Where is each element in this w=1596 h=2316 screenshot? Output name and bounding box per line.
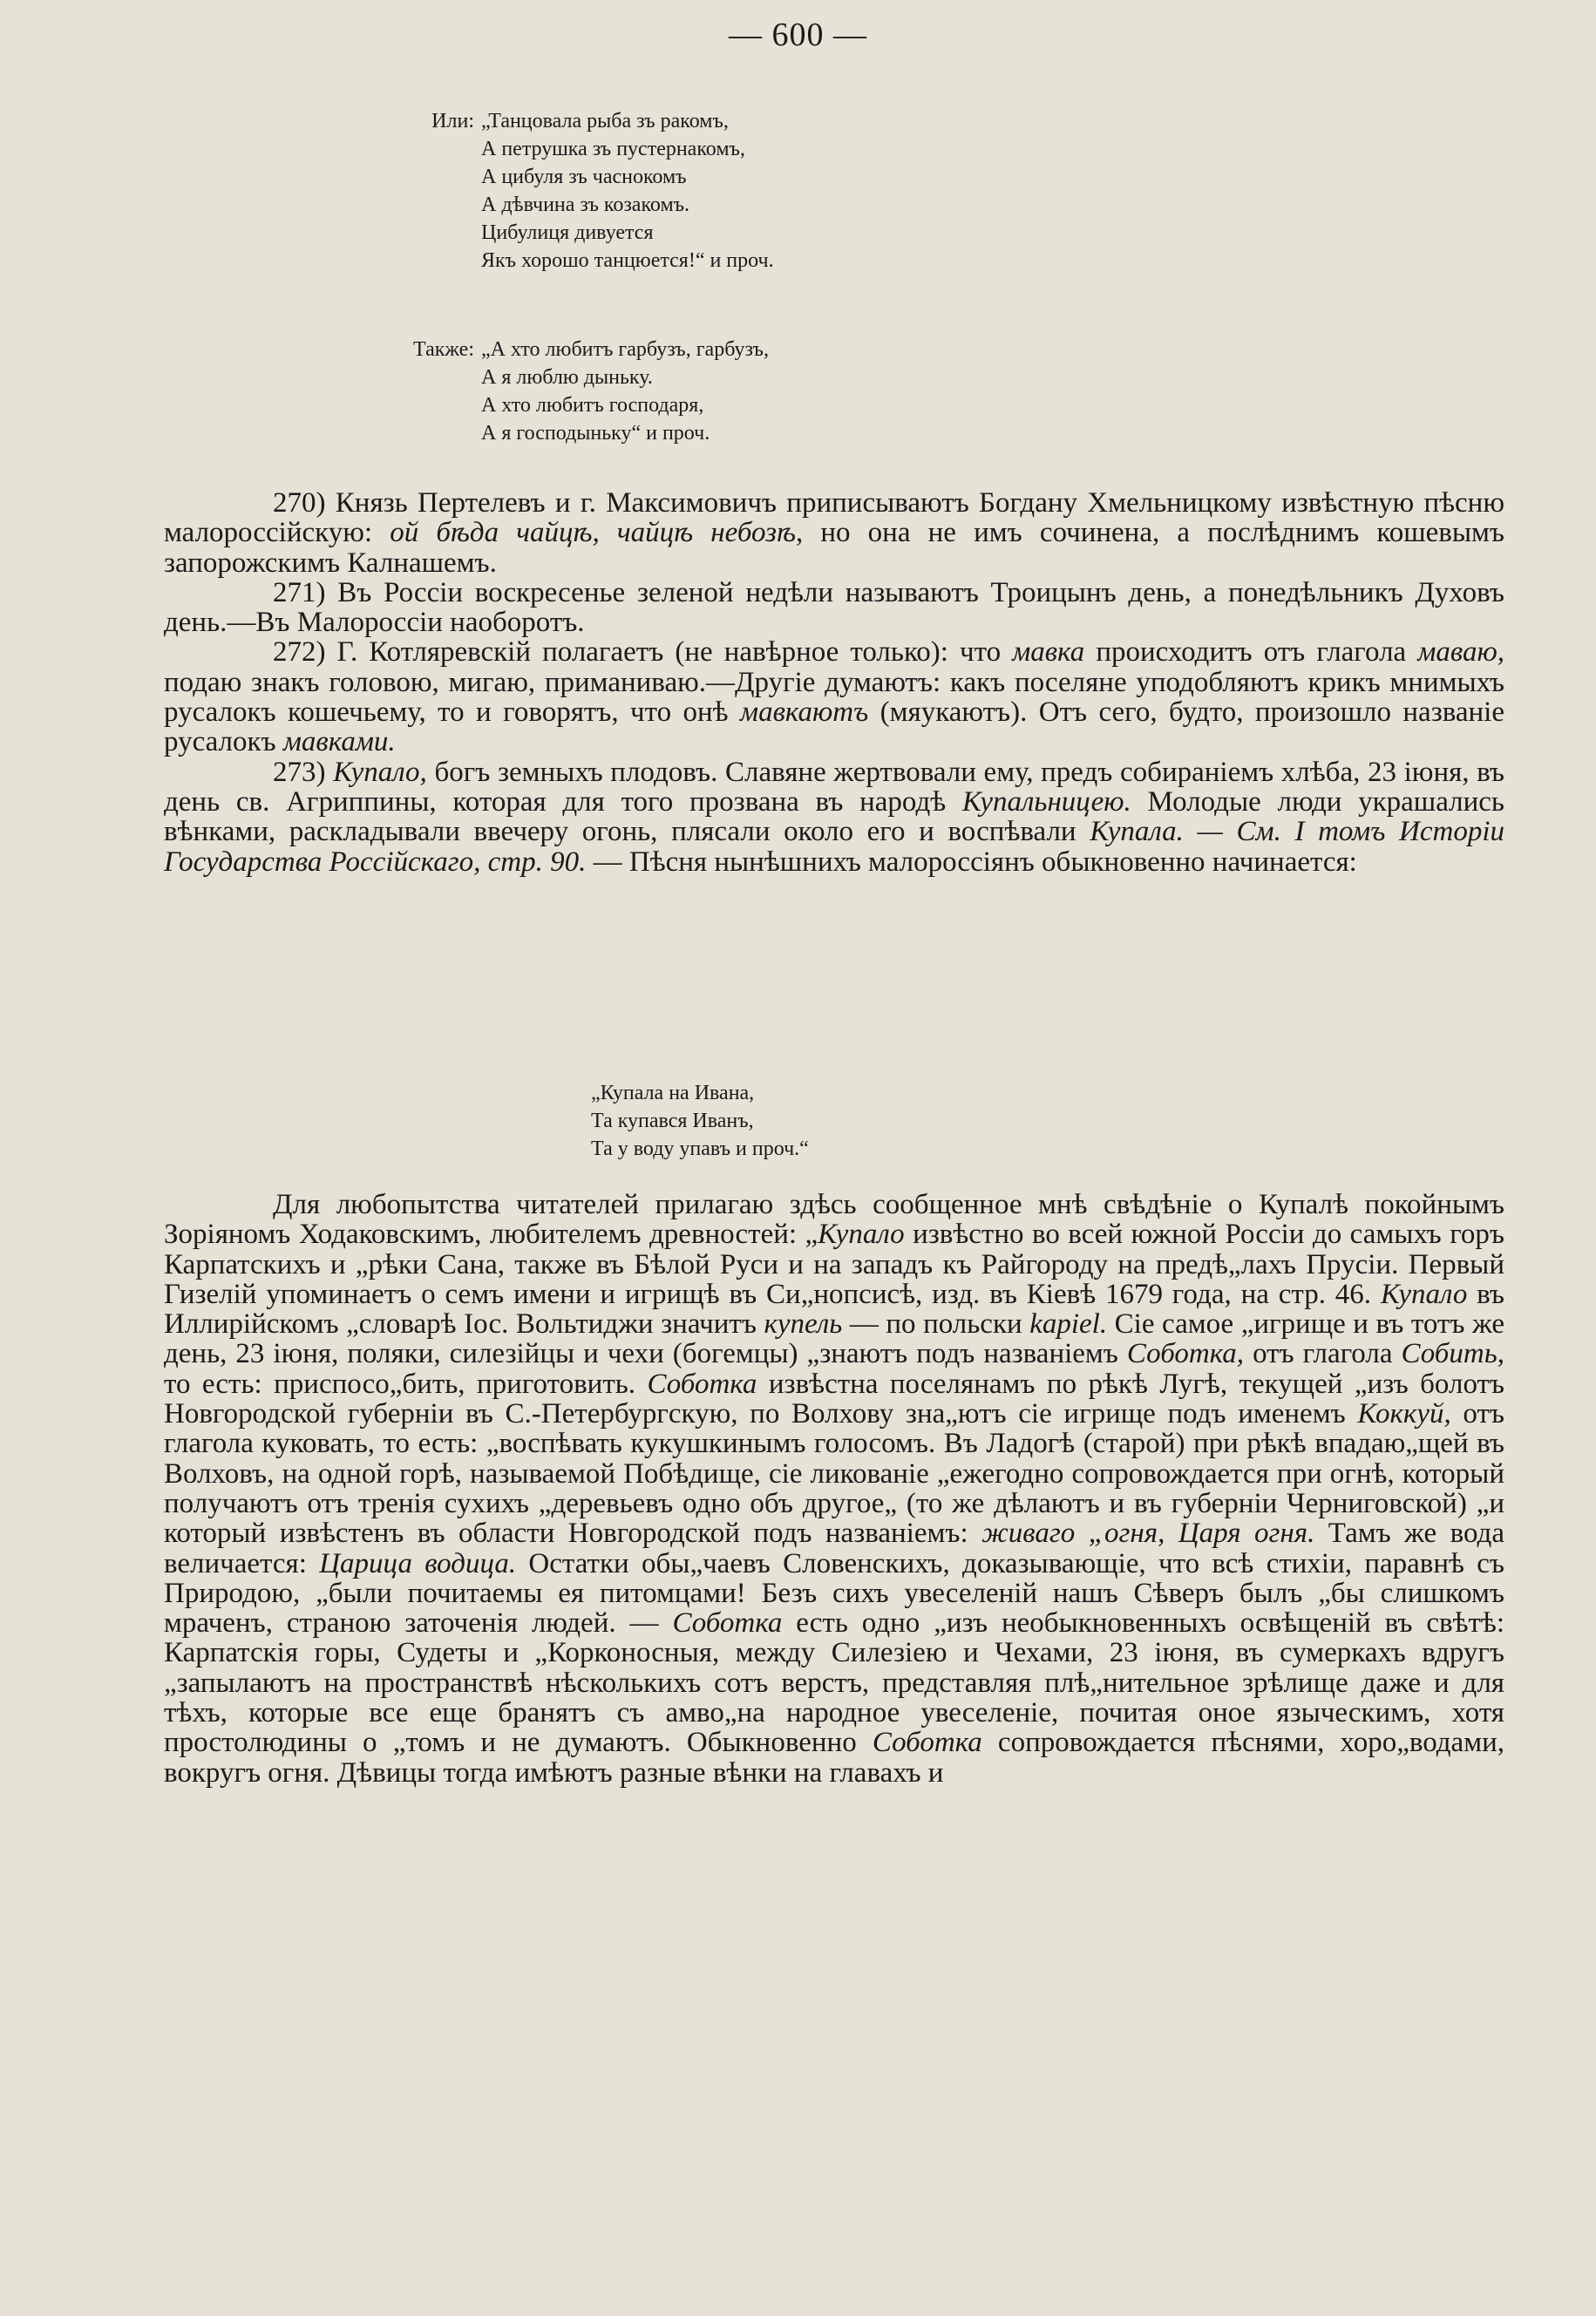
note-273: 273) Купало, богъ земныхъ плодовъ. Славяне жертвовали ему, предъ собираніемъ хлѣба, 23 іюня, въ день св. Агриппины, которая для того прозвана въ народѣ Купальницею. Молодые люди украшались вѣнками, раскладывали ввечеру огонь, плясали около его и воспѣвали Купала. — См. I томъ Исторіи Государства Россійскаго, стр. 90. — Пѣсня нынѣшнихъ малороссіянъ обыкновенно начинается: bbox=[164, 756, 1504, 878]
verse-line: „Танцовала рыба зъ ракомъ, bbox=[481, 110, 729, 132]
note-272: 272) Г. Котляревскій полагаетъ (не навѣрное только): что мавка происходитъ отъ глагола маваю, подаю знакъ головою, мигаю, приманиваю.—Другіе думаютъ: какъ поселяне уподобляютъ крикъ мнимыхъ русалокъ кошечьему, то и говорятъ, что онѣ мавкаютъ (мяукаютъ). Отъ сего, будто, произошло названіе русалокъ мавками. bbox=[164, 636, 1505, 758]
verse-line: А я господыньку“ и проч. bbox=[481, 422, 710, 445]
verse-line: Якъ хорошо танцюется!“ и проч. bbox=[481, 249, 774, 272]
verse-lead: Также: bbox=[413, 338, 474, 361]
verse-line: А я люблю дыньку. bbox=[481, 366, 653, 389]
verse-block-1 bbox=[431, 107, 774, 275]
note-271: 271) Въ Россіи воскресенье зеленой недѣли называютъ Троицынъ день, а понедѣльникъ Духовъ день.—Въ Малороссіи наоборотъ. bbox=[164, 576, 1504, 639]
verse-line: А цибуля зъ часнокомъ bbox=[481, 166, 687, 188]
verse-line: А дѣвчина зъ козакомъ. bbox=[481, 194, 690, 216]
main-text bbox=[164, 1190, 1504, 1788]
verse-line: Та купався Иванъ, bbox=[591, 1110, 754, 1132]
verse-line: А хто любитъ господаря, bbox=[481, 394, 704, 417]
page-number: — 600 — bbox=[729, 17, 867, 53]
main-paragraph: Для любопытства читателей прилагаю здѣсь сообщенное мнѣ свѣдѣніе о Купалѣ покойнымъ Зоріяномъ Ходаковскимъ, любителемъ древностей: „Купало извѣстно во всей южной Россіи до самыхъ горъ Карпатскихъ и „рѣки Сана, также въ Бѣлой Руси и на западъ къ Райгороду на предѣ„лахъ Прусіи. Первый Гизелій упоминаетъ о семъ имени и игрищѣ въ Си„нопсисѣ, изд. въ Кіевѣ 1679 года, на стр. 46. Купало въ Иллирійскомъ „словарѣ Іос. Вольтиджи значитъ купель — по польски kapiel. Сіе самое „игрище и въ тотъ же день, 23 іюня, поляки, силезійцы и чехи (богемцы) „знаютъ подъ названіемъ Соботка, отъ глагола Собить, то есть: приспосо„бить, приготовить. Соботка извѣстна поселянамъ по рѣкѣ Лугѣ, текущей „изъ болотъ Новгородской губерніи въ С.-Петербургскую, по Волхову зна„ютъ сіе игрище подъ именемъ Коккуй, отъ глагола куковать, то есть: „воспѣвать кукушкинымъ голосомъ. Въ Ладогѣ (старой) при рѣкѣ впадаю„щей въ Волховъ, на одной горѣ, называемой Побѣдище, сіе ликованіе „ежегодно сопровождается при огнѣ, который получаютъ отъ тренія сухихъ „деревьевъ одно объ другое„ (то же дѣлаютъ и въ губерніи Черниговской) „и который извѣстенъ въ области Новгородской подъ названіемъ: живаго „огня, Царя огня. Тамъ же вода величается: Царица водица. Остатки обы„чаевъ Словенскихъ, доказывающіе, что всѣ стихіи, паравнѣ съ Природою, „были почитаемы ея питомцами! Безъ сихъ увеселеній нашъ Сѣверъ былъ „бы слишкомъ мраченъ, страною заточенія людей. — Соботка есть одно „изъ необыкновенныхъ освѣщеній въ свѣтѣ: Карпатскія горы, Судеты и „Корконосныя, между Силезіею и Чехами, 23 іюня, въ сумеркахъ вдругъ „запылаютъ на пространствѣ нѣсколькихъ сотъ верстъ, представляя плѣ„нительное зрѣлище даже и для тѣхъ, которые все еще бранятъ съ амво„на народное увеселеніе, почитая оное языческимъ, хотя простолюдины о „томъ и не думаютъ. Обыкновенно Соботка сопровождается пѣснями, хоро„водами, вокругъ огня. Дѣвицы тогда имѣютъ разные вѣнки на главахъ и bbox=[164, 1189, 1505, 1789]
verse-block-2 bbox=[413, 336, 769, 447]
verse-line: Та у воду упавъ и проч.“ bbox=[591, 1138, 809, 1160]
verse-lead: Или: bbox=[431, 110, 474, 132]
notes-section bbox=[164, 488, 1504, 877]
verse-line: Цибулиця дивуется bbox=[481, 221, 654, 244]
verse-line: „Купала на Ивана, bbox=[591, 1082, 755, 1104]
verse-line: А петрушка зъ пустернакомъ, bbox=[481, 138, 745, 160]
verse-block-3 bbox=[591, 1079, 809, 1163]
verse-line: „А хто любитъ гарбузъ, гарбузъ, bbox=[481, 338, 769, 361]
note-270: 270) Князь Пертелевъ и г. Максимовичъ приписываютъ Богдану Хмельницкому извѣстную пѣсню малороссійскую: ой бѣда чайцѣ, чайцѣ небозѣ, но она не имъ сочинена, а послѣднимъ кошевымъ запорожскимъ Калнашемъ. bbox=[164, 487, 1504, 579]
